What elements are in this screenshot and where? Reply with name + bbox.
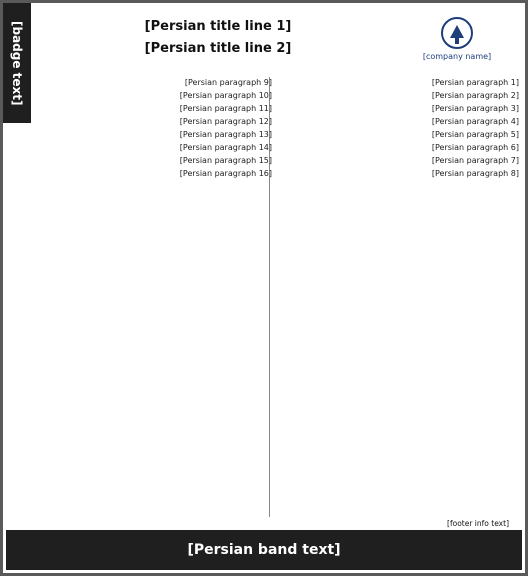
body-paragraph: [Persian paragraph 13] (179, 130, 272, 139)
right-column (280, 77, 519, 521)
body-paragraph: [Persian paragraph 2] (431, 91, 519, 100)
left-column (33, 77, 272, 521)
body-paragraph: [Persian paragraph 12] (179, 117, 272, 126)
badge-text: [badge text] (10, 20, 24, 106)
company-logo (397, 10, 517, 66)
oil-company-logo-icon (440, 16, 474, 50)
body-paragraph: [Persian paragraph 9] (184, 78, 272, 87)
body-paragraph: [Persian paragraph 7] (431, 156, 519, 165)
body-paragraph: [Persian paragraph 6] (431, 143, 519, 152)
footer-band-text: [Persian band text] (187, 542, 341, 558)
announcement-body (33, 77, 519, 521)
announcement-title (39, 16, 397, 60)
body-paragraph: [Persian paragraph 11] (179, 104, 272, 113)
body-paragraph: [Persian paragraph 15] (179, 156, 272, 165)
body-paragraph: [Persian paragraph 3] (431, 104, 519, 113)
announcement-badge (3, 3, 31, 123)
body-paragraph: [Persian paragraph 10] (179, 91, 272, 100)
body-paragraph: [Persian paragraph 4] (431, 117, 519, 126)
logo-company-name: [company name] (422, 51, 492, 61)
body-paragraph: [Persian paragraph 1] (431, 78, 519, 87)
body-paragraph: [Persian paragraph 5] (431, 130, 519, 139)
title-line-2: [Persian title line 2] (144, 41, 292, 56)
body-paragraph: [Persian paragraph 14] (179, 143, 272, 152)
footer-band (6, 530, 522, 570)
footer-info-text: [footer info text] (447, 519, 509, 528)
announcement-header (31, 3, 525, 73)
footer-info (33, 519, 509, 529)
title-line-1: [Persian title line 1] (144, 19, 292, 34)
body-paragraph: [Persian paragraph 8] (431, 169, 519, 178)
body-paragraph: [Persian paragraph 16] (179, 169, 272, 178)
